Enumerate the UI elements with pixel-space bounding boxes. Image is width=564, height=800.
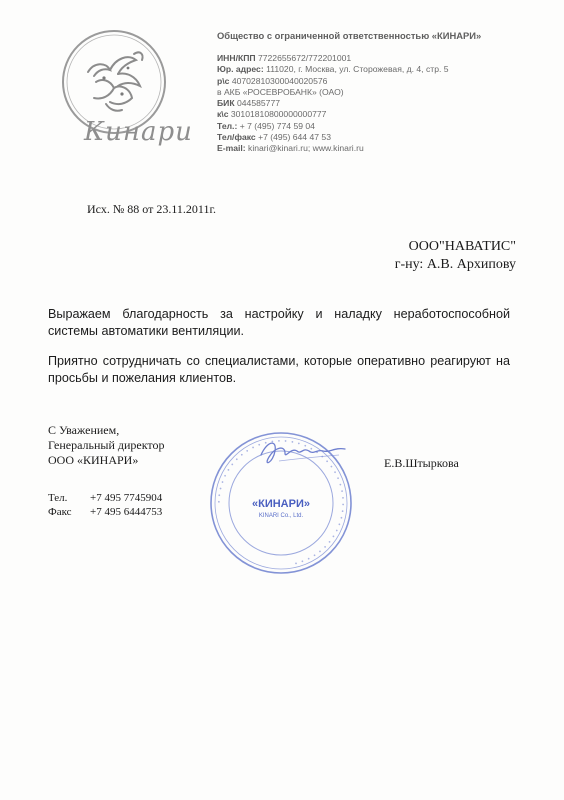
requisite-value: +7 (495) 644 47 53 (258, 132, 331, 143)
fax-label: Факс (48, 505, 72, 518)
handwritten-signature-icon (255, 433, 350, 473)
outgoing-reference: Исх. № 88 от 23.11.2011г. (87, 202, 217, 216)
requisite-line (217, 143, 481, 154)
logo-wordmark: Кинари (84, 117, 193, 147)
requisite-value: 40702810300040020576 (231, 75, 328, 86)
requisite-label: к\с (217, 109, 229, 120)
phone-value: +7 495 7745904 (90, 492, 163, 504)
phone-label: Тел. (48, 492, 68, 504)
letter-paragraph-gratitude: Выражаем благодарность за настройку и наладку неработоспособной системы автоматики вентиляции. (48, 307, 510, 338)
requisite-label: Тел.: (217, 120, 238, 131)
svg-text:• • • • • • • • • • • • • • •: • • • • • • • • • • • • • • • • • • • • • • • • • • • • • • • • • • • • • • • • • • (215, 437, 347, 567)
requisite-value: 111020, г. Москва, ул. Сторожевая, д. 4, стр. 5 (266, 64, 449, 75)
contacts-block (48, 492, 162, 519)
contact-fax-row (48, 506, 162, 520)
requisite-line (217, 132, 481, 143)
requisite-label: р\с (217, 75, 230, 86)
signatory-name: Е.В.Штыркова (384, 456, 459, 470)
requisite-label: БИК (217, 98, 235, 109)
requisite-value: в АКБ «РОСЕВРОБАНК» (ОАО) (217, 86, 344, 97)
requisite-line (217, 109, 481, 120)
requisite-line (217, 76, 481, 87)
requisite-value: 7722655672/772201001 (257, 53, 352, 63)
recipient-organization: ООО"НАВАТИС" (408, 239, 516, 254)
requisite-label: Юр. адрес: (217, 64, 264, 75)
recipient-block (395, 238, 516, 274)
closing-company: ООО «КИНАРИ» (48, 453, 139, 467)
requisite-value: + 7 (495) 774 59 04 (239, 120, 315, 131)
closing-position: Генеральный директор (48, 438, 165, 452)
seal-center-sub: KINARI Co., Ltd. (258, 513, 304, 519)
requisite-label: Тел/факс (217, 132, 256, 143)
requisite-label: ИНН/КПП (217, 53, 256, 63)
requisite-line (217, 98, 481, 109)
contact-phone-row (48, 492, 162, 506)
requisite-line (217, 87, 481, 98)
requisite-line (217, 53, 481, 64)
seal-center-name: «КИНАРИ» (252, 498, 310, 510)
recipient-person: г-ну: А.В. Архипову (394, 257, 516, 272)
company-full-name: Общество с ограниченной ответственностью «КИНАРИ» (217, 30, 482, 41)
requisite-value: 30101810800000000777 (230, 109, 327, 120)
requisite-value: kinari@kinari.ru; www.kinari.ru (248, 143, 364, 154)
requisite-value: 044585777 (237, 98, 281, 109)
requisite-label: E-mail: (217, 143, 246, 154)
letter-paragraph-cooperation: Приятно сотрудничать со специалистами, которые оперативно реагируют на просьбы и пожелания клиентов. (48, 354, 510, 385)
closing-salutation: С Уважением, (48, 423, 120, 437)
requisite-line (217, 121, 481, 132)
fax-value: +7 495 6444753 (90, 505, 163, 518)
closing-block (48, 423, 165, 468)
requisite-line (217, 64, 481, 75)
company-requisites (217, 30, 481, 155)
